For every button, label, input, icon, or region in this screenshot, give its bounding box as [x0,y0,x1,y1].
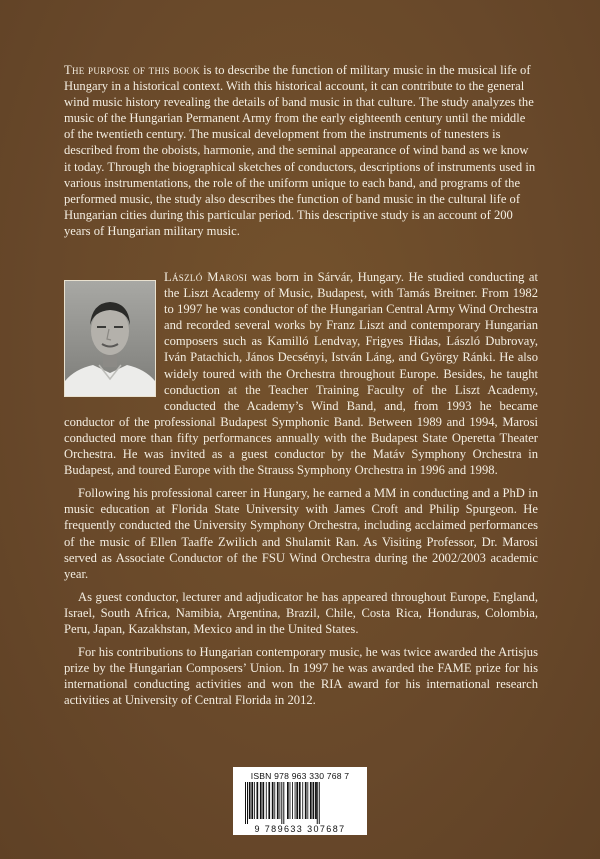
bio-paragraph-1-text: was born in Sárvár, Hungary. He studied conducting at the Liszt Academy of Music, Budapest, with Tamás Breitner. From 1982 to 1997 he was conductor of the Hungarian Central Army Wind Orchestra and recorded several works by Franz Liszt and contemporary Hungarian composers such as Kamilló Lendvay, Frigyes Hidas, László Dubrovay, Iván Patachich, János Decsényi, István Láng, and György Ránki. He also widely toured with the Orchestra throughout Europe. Besides, he taught conduction at the Teacher Training Faculty of the Liszt Academy, conducted the Academy’s Wind Band, and, from 1993 he became conductor of the professional Budapest Symphonic Band. Between 1989 and 1994, Marosi conducted more than fifty performances annually with the Budapest State Operetta Theater Orchestra. He was invited as a guest conductor by the Matáv Symphony Orchestra in Budapest, and toured Europe with the Strauss Symphony Orchestra in 1996 and 1998. [64,270,538,478]
book-description [64,62,538,239]
author-name: László Marosi [164,270,248,284]
author-photo [64,280,156,397]
description-lead: The purpose of this book [64,63,201,77]
bio-paragraph-4: For his contributions to Hungarian contemporary music, he was twice awarded the Artisjus prize by the Hungarian Composers’ Union. In 1997 he was awarded the FAME prize for his international conducting activities and won the RIA award for his international research activities at University of Central Florida in 2012. [64,645,538,708]
description-text: is to describe the function of military music in the musical life of Hungary in a historical context. With this historical account, it can contribute to the general wind music history revealing the details of band music in that culture. The study analyzes the music of the Hungarian Permanent Army from the early eighteenth century until the middle of the twentieth century. The musical development from the instruments of tunesters is described from the oboists, harmonie, and the seminal appearance of wind band as we know it today. Through the biographical sketches of conductors, descriptions of instruments used in various instrumentations, the role of the uniform unique to each band, and programs of the performed music, the study also describes the function of band music in the cultural life of Hungarian cities during this particular period. This descriptive study is an account of 200 years of Hungarian military music. [64,63,536,238]
bio-paragraph-2: Following his professional career in Hungary, he earned a MM in conducting and a PhD in music education at Florida State University with James Croft and Philip Spurgeon. He frequently conducted the University Symphony Orchestra, including acclaimed performances of the music of Ellen Taaffe Zwilich and Shulamit Ran. As Visiting Professor, Dr. Marosi served as Associate Conductor of the FSU Wind Orchestra during the 2002/2003 academic year. [64,486,538,581]
isbn-digits: 9 789633 307687 [254,824,346,834]
isbn-label: ISBN 978 963 330 768 7 [250,771,350,781]
bio-paragraph-3: As guest conductor, lecturer and adjudicator he has appeared throughout Europe, England, Israel, South Africa, Namibia, Argentina, Brazil, Chile, Costa Rica, Honduras, Colombia, Peru, Japan, Kazakhstan, Mexico and in the United States. [64,589,538,636]
author-biography [64,269,538,708]
isbn-barcode [233,767,367,835]
barcode-bars [241,782,359,824]
